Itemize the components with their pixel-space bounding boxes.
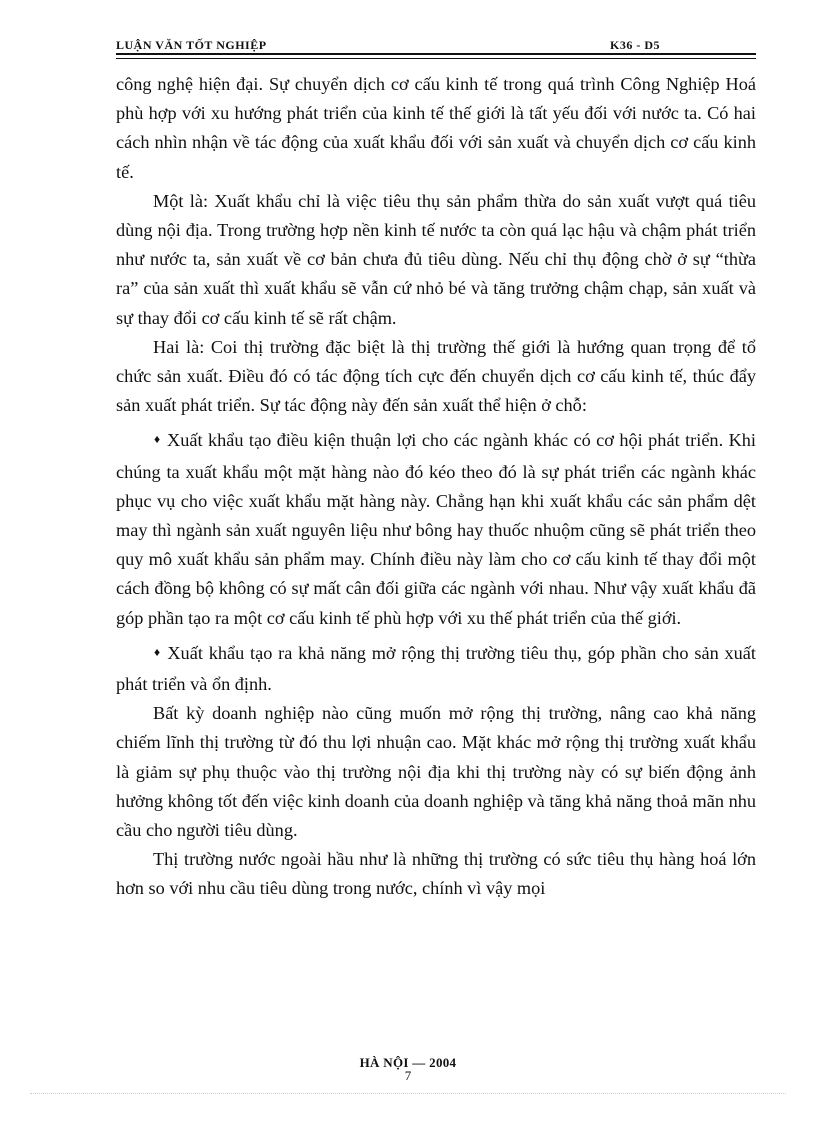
page-number: 7 xyxy=(404,1068,412,1083)
page-header xyxy=(116,38,756,52)
body-text xyxy=(116,70,756,904)
bullet-text-1: Xuất khẩu tạo điều kiện thuận lợi cho các ngành khác có cơ hội phát triển. Khi chúng ta xuất khẩu một mặt hàng nào đó kéo theo đó là sự phát triển các ngành khác phục vụ cho việc xuất khẩu mặt hàng này. Chẳng hạn khi xuất khẩu các sản phẩm dệt may thì ngành sản xuất nguyên liệu như bông hay thuốc nhuộm cũng sẽ phát triển theo quy mô xuất khẩu sản phẩm may. Chính điều này làm cho cơ cấu kinh tế thay đổi một cách đồng bộ không có sự mất cân đối giữa các ngành với nhau. Như vậy xuất khẩu đã góp phần tạo ra một cơ cấu kinh tế phù hợp với xu thế phát triển của thế giới. xyxy=(116,430,757,628)
paragraph-1: công nghệ hiện đại. Sự chuyển dịch cơ cấu kinh tế trong quá trình Công Nghiệp Hoá phù hợp với xu hướng phát triển của kinh tế thế giới là tất yếu đối với nước ta. Có hai cách nhìn nhận về tác động của xuất khẩu đối với sản xuất và chuyển dịch cơ cấu kinh tế. xyxy=(116,74,756,182)
diamond-bullet-icon: ♦ xyxy=(154,432,161,447)
bullet-text-2: Xuất khẩu tạo ra khả năng mở rộng thị trường tiêu thụ, góp phần cho sản xuất phát triển và ổn định. xyxy=(116,642,756,695)
page-bottom-divider xyxy=(30,1093,786,1094)
paragraph-7: Thị trường nước ngoài hầu như là những thị trường có sức tiêu thụ hàng hoá lớn hơn so với nhu cầu tiêu dùng trong nước, chính vì vậy mọi xyxy=(116,849,756,899)
paragraph-2: Một là: Xuất khẩu chỉ là việc tiêu thụ sản phẩm thừa do sản xuất vượt quá tiêu dùng nội địa. Trong trường hợp nền kinh tế nước ta còn quá lạc hậu và chậm phát triển như nước ta, sản xuất về cơ bản chưa đủ tiêu dùng. Nếu chỉ thụ động chờ ở sự “thừa ra” của sản xuất thì xuất khẩu sẽ vẫn cứ nhỏ bé và tăng trưởng chậm chạp, sản xuất và sự thay đổi cơ cấu kinh tế sẽ rất chậm. xyxy=(116,190,756,328)
footer-city-year: HÀ NỘI — 2004 xyxy=(359,1055,457,1070)
paragraph-3: Hai là: Coi thị trường đặc biệt là thị trường thế giới là hướng quan trọng để tổ chức sản xuất. Điều đó có tác động tích cực đến chuyển dịch cơ cấu kinh tế, thúc đẩy sản xuất phát triển. Sự tác động này đến sản xuất thể hiện ở chỗ: xyxy=(116,336,756,416)
bullet-paragraph-1 xyxy=(116,426,756,632)
thesis-title: LUẬN VĂN TỐT NGHIỆP xyxy=(116,38,267,52)
class-code: K36 - D5 xyxy=(610,38,660,52)
bullet-paragraph-2 xyxy=(116,639,756,699)
paragraph-6: Bất kỳ doanh nghiệp nào cũng muốn mở rộng thị trường, nâng cao khả năng chiếm lĩnh thị trường từ đó thu lợi nhuận cao. Mặt khác mở rộng thị trường xuất khẩu là giảm sự phụ thuộc vào thị trường nội địa khi thị trường này có sự biến động ảnh hưởng không tốt đến việc kinh doanh của doanh nghiệp và tăng khả năng thoả mãn nhu cầu cho người tiêu dùng. xyxy=(116,703,756,841)
header-rule-thick xyxy=(116,53,756,55)
diamond-bullet-icon: ♦ xyxy=(154,644,162,659)
header-rule-thin xyxy=(116,58,756,59)
